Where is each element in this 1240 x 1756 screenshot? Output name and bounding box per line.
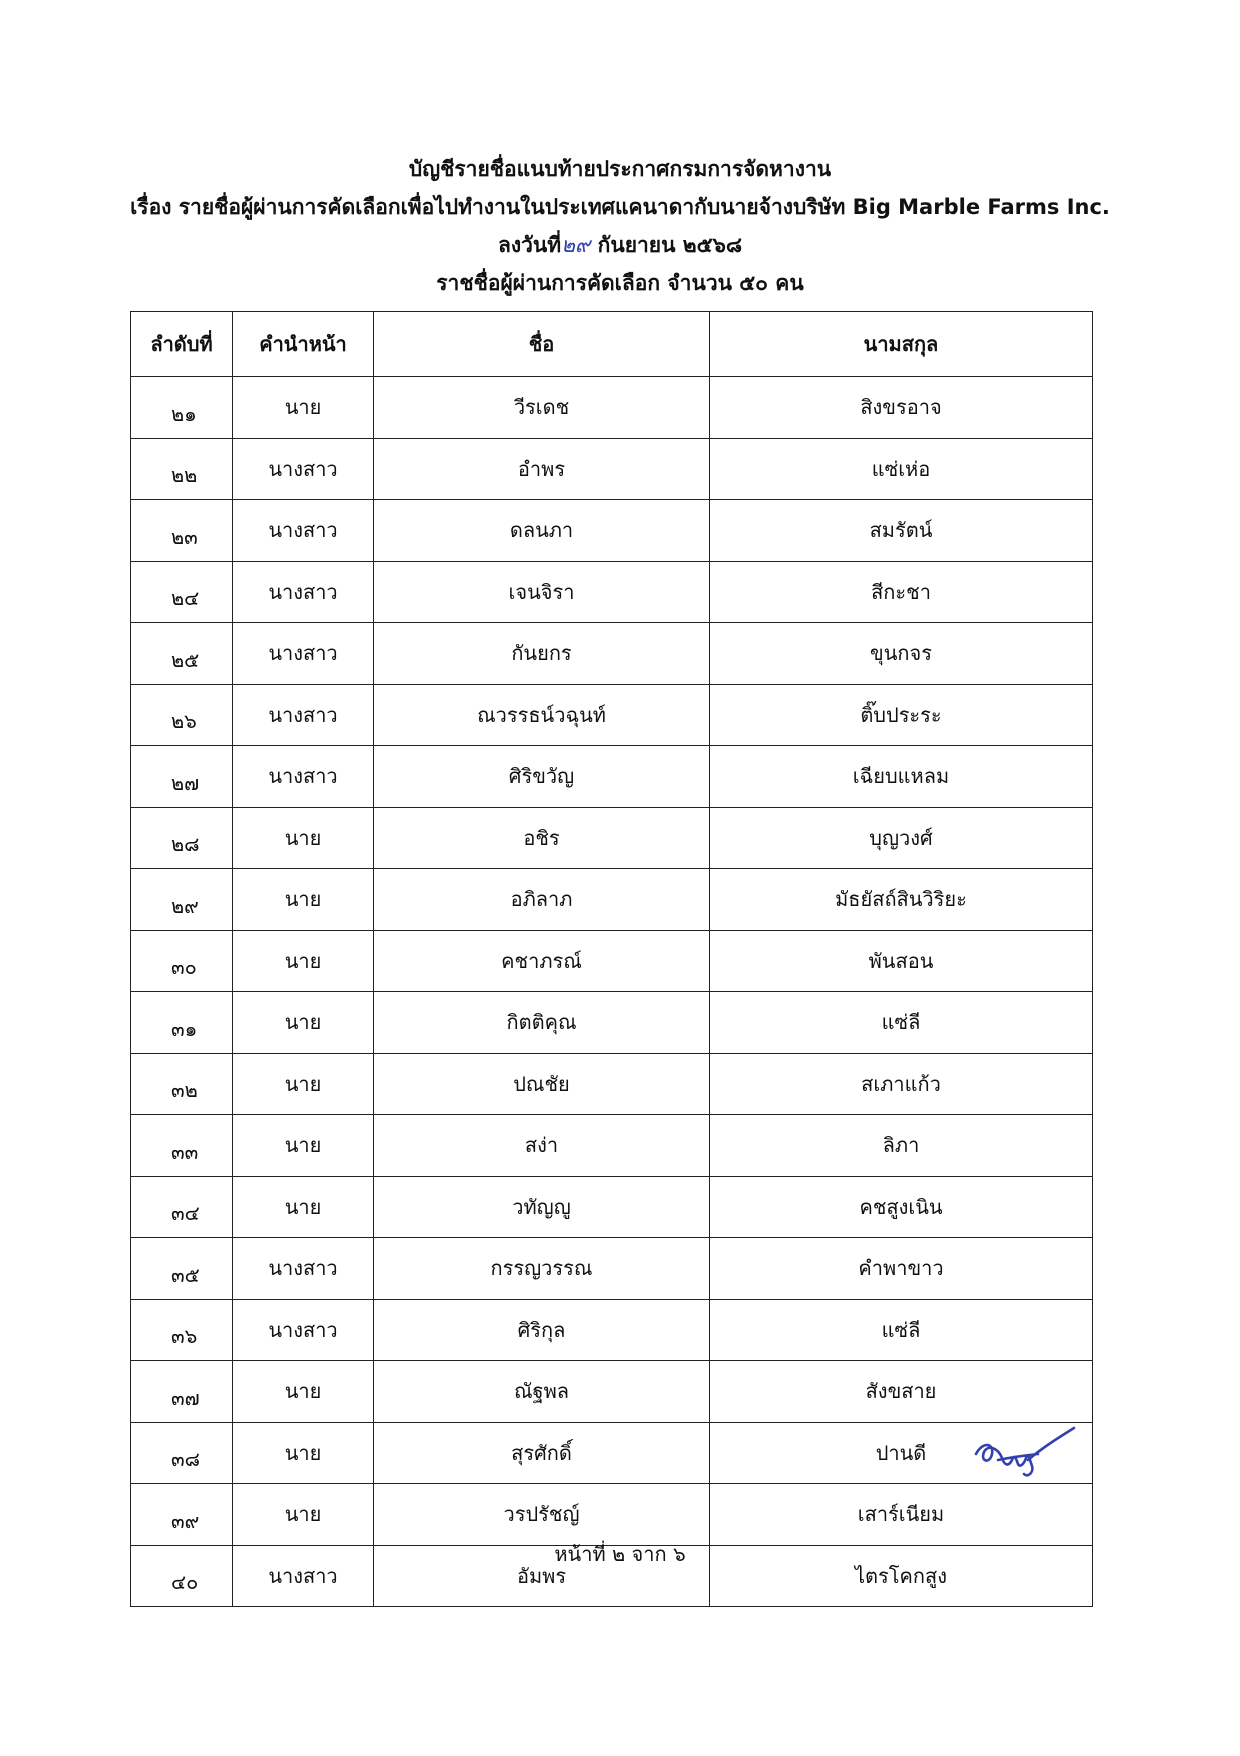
table-row (131, 746, 1093, 808)
table-row (131, 684, 1093, 746)
row-last-name-cell: แซ่ลี (710, 992, 1093, 1054)
row-last-name-cell: สมรัตน์ (710, 500, 1093, 562)
row-title-cell: นางสาว (233, 623, 374, 685)
row-last-name-cell: บุญวงศ์ (710, 807, 1093, 869)
header-date-day: ๒๙ (561, 233, 591, 257)
signature-mark (968, 1424, 1078, 1484)
row-first-name-cell: ดลนภา (374, 500, 710, 562)
row-last-name-cell: ปานดี (710, 1422, 1093, 1484)
table-body (131, 377, 1093, 1607)
row-title-cell: นาย (233, 1053, 374, 1115)
row-title-cell: นางสาว (233, 561, 374, 623)
header-count: ราชชื่อผู้ผ่านการคัดเลือก จำนวน ๕๐ คน (436, 271, 804, 295)
column-header-title: คำนำหน้า (233, 312, 374, 377)
row-first-name-cell: กรรญวรรณ (374, 1238, 710, 1300)
names-table (130, 311, 1093, 1607)
table-row (131, 1176, 1093, 1238)
row-first-name-cell: อชิร (374, 807, 710, 869)
row-last-name-cell: สีกะชา (710, 561, 1093, 623)
row-first-name-cell: ศิริขวัญ (374, 746, 710, 808)
table-row (131, 992, 1093, 1054)
row-title-cell: นาย (233, 377, 374, 439)
row-number-cell: ๒๕ (131, 623, 233, 685)
row-number-cell: ๓๑ (131, 992, 233, 1054)
row-first-name-cell: สุรศักดิ์ (374, 1422, 710, 1484)
table-header-row (131, 312, 1093, 377)
row-last-name-cell: ขุนกจร (710, 623, 1093, 685)
row-last-name-cell: ลิภา (710, 1115, 1093, 1177)
row-first-name-cell: เจนจิรา (374, 561, 710, 623)
row-title-cell: นางสาว (233, 1238, 374, 1300)
row-last-name-cell: เสาร์เนียม (710, 1484, 1093, 1546)
row-last-name-cell: พันสอน (710, 930, 1093, 992)
row-title-cell: นางสาว (233, 1545, 374, 1607)
row-last-name-cell: ติ๊บประระ (710, 684, 1093, 746)
row-first-name-cell: กิตติคุณ (374, 992, 710, 1054)
row-first-name-cell: คชาภรณ์ (374, 930, 710, 992)
row-first-name-cell: ปณชัย (374, 1053, 710, 1115)
row-number-cell: ๒๘ (131, 807, 233, 869)
table-row (131, 561, 1093, 623)
row-first-name-cell: วทัญญู (374, 1176, 710, 1238)
row-title-cell: นาย (233, 930, 374, 992)
table-row (131, 1361, 1093, 1423)
header-title: บัญชีรายชื่อแนบท้ายประกาศกรมการจัดหางาน (408, 157, 832, 181)
row-first-name-cell: อภิลาภ (374, 869, 710, 931)
row-title-cell: นาย (233, 992, 374, 1054)
row-last-name-cell: แซ่ลี (710, 1299, 1093, 1361)
row-first-name-cell: สง่า (374, 1115, 710, 1177)
column-header-first-name: ชื่อ (374, 312, 710, 377)
page-number: หน้าที่ ๒ จาก ๖ (554, 1542, 686, 1566)
row-last-name-cell: สิงขรอาจ (710, 377, 1093, 439)
row-first-name-cell: ณัฐพล (374, 1361, 710, 1423)
row-last-name-cell: สังขสาย (710, 1361, 1093, 1423)
row-title-cell: นาย (233, 1484, 374, 1546)
row-number-cell: ๓๙ (131, 1484, 233, 1546)
row-number-cell: ๒๖ (131, 684, 233, 746)
row-last-name-cell: คชสูงเนิน (710, 1176, 1093, 1238)
row-last-name-cell: สเภาแก้ว (710, 1053, 1093, 1115)
row-number-cell: ๓๔ (131, 1176, 233, 1238)
table-row (131, 623, 1093, 685)
row-number-cell: ๓๖ (131, 1299, 233, 1361)
row-number-cell: ๒๔ (131, 561, 233, 623)
table-row (131, 1484, 1093, 1546)
header-subject: เรื่อง รายชื่อผู้ผ่านการคัดเลือกเพื่อไปทำงานในประเทศแคนาดากับนายจ้างบริษัท Big Marble Farms Inc. (130, 195, 1110, 219)
row-title-cell: นาย (233, 1115, 374, 1177)
header-date-suffix: กันยายน ๒๕๖๘ (590, 233, 743, 257)
row-title-cell: นางสาว (233, 1299, 374, 1361)
table-row (131, 930, 1093, 992)
row-number-cell: ๒๑ (131, 377, 233, 439)
row-last-name-cell: เฉียบแหลม (710, 746, 1093, 808)
row-first-name-cell: วรปรัชญ์ (374, 1484, 710, 1546)
row-last-name-cell: มัธยัสถ์สินวิริยะ (710, 869, 1093, 931)
row-number-cell: ๓๒ (131, 1053, 233, 1115)
header-date-prefix: ลงวันที่ (497, 233, 562, 257)
table-row (131, 1422, 1093, 1484)
row-first-name-cell: วีรเดช (374, 377, 710, 439)
row-last-name-cell: แซ่เห่อ (710, 438, 1093, 500)
table-row (131, 1115, 1093, 1177)
row-number-cell: ๓๕ (131, 1238, 233, 1300)
row-first-name-cell: ณวรรธน์วฉุนท์ (374, 684, 710, 746)
row-title-cell: นาย (233, 807, 374, 869)
table-row (131, 1053, 1093, 1115)
row-first-name-cell: ศิริกุล (374, 1299, 710, 1361)
row-first-name-cell: อำพร (374, 438, 710, 500)
row-title-cell: นาย (233, 869, 374, 931)
row-title-cell: นางสาว (233, 684, 374, 746)
row-number-cell: ๒๗ (131, 746, 233, 808)
row-last-name-cell: คำพาขาว (710, 1238, 1093, 1300)
column-header-last-name: นามสกุล (710, 312, 1093, 377)
row-number-cell: ๒๒ (131, 438, 233, 500)
row-number-cell: ๓๓ (131, 1115, 233, 1177)
table-row (131, 1238, 1093, 1300)
table-row (131, 377, 1093, 439)
row-number-cell: ๓๐ (131, 930, 233, 992)
row-title-cell: นาย (233, 1361, 374, 1423)
row-number-cell: ๓๗ (131, 1361, 233, 1423)
row-title-cell: นางสาว (233, 746, 374, 808)
row-first-name-cell: กันยกร (374, 623, 710, 685)
row-number-cell: ๓๘ (131, 1422, 233, 1484)
row-title-cell: นาย (233, 1422, 374, 1484)
table-row (131, 807, 1093, 869)
table-row (131, 438, 1093, 500)
table-row (131, 500, 1093, 562)
row-number-cell: ๒๙ (131, 869, 233, 931)
row-title-cell: นางสาว (233, 500, 374, 562)
row-number-cell: ๔๐ (131, 1545, 233, 1607)
row-title-cell: นาย (233, 1176, 374, 1238)
row-first-name-cell: อัมพร (374, 1545, 710, 1607)
row-title-cell: นางสาว (233, 438, 374, 500)
column-header-number: ลำดับที่ (131, 312, 233, 377)
document-header (0, 150, 1240, 302)
table-row (131, 869, 1093, 931)
table-row (131, 1299, 1093, 1361)
row-number-cell: ๒๓ (131, 500, 233, 562)
header-date (0, 226, 1240, 264)
row-last-name-cell: ไตรโคกสูง (710, 1545, 1093, 1607)
